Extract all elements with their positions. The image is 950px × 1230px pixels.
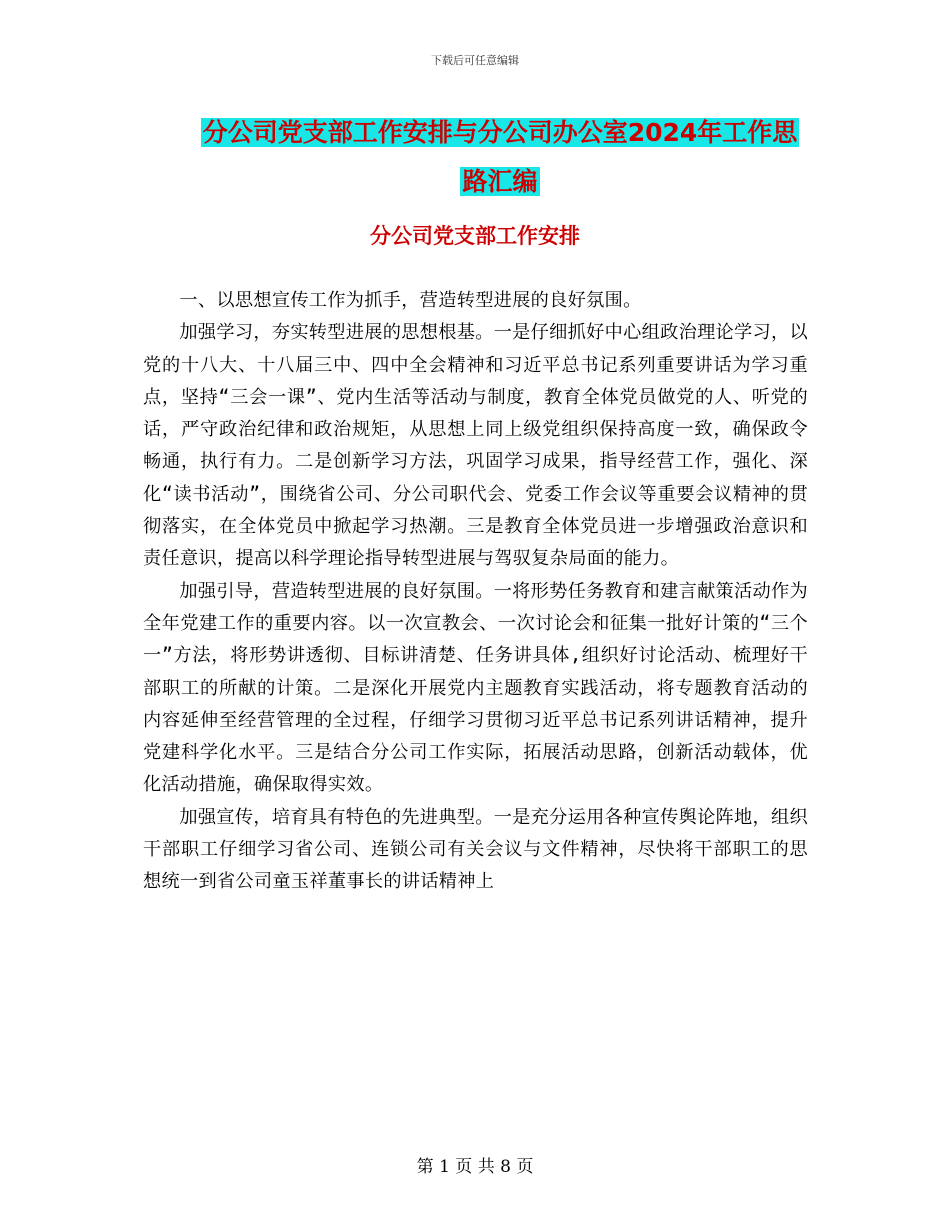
document-body [143, 285, 808, 899]
paragraph: 加强学习，夯实转型进展的思想根基。一是仔细抓好中心组政治理论学习，以党的十八大、十八届三中、四中全会精神和习近平总书记系列重要讲话为学习重点，坚持“三会一课”、党内生活等活动与制度，教育全体党员做党的人、听党的话，严守政治纪律和政治规矩，从思想上同上级党组织保持高度一致，确保政令畅通，执行有力。二是创新学习方法，巩固学习成果，指导经营工作，强化、深化“读书活动”，围绕省公司、分公司职代会、党委工作会议等重要会议精神的贯彻落实，在全体党员中掀起学习热潮。三是教育全体党员进一步增强政治意识和责任意识，提高以科学理论指导转型进展与驾驭复杂局面的能力。 [143, 322, 808, 570]
header-note: 下载后可任意编辑 [431, 54, 519, 67]
paragraph: 加强引导，营造转型进展的良好氛围。一将形势任务教育和建言献策活动作为全年党建工作的重要内容。以一次宣教会、一次讨论会和征集一批好计策的“三个一”方法，将形势讲透彻、目标讲清楚、任务讲具体,组织好讨论活动、梳理好干部职工的所献的计策。二是深化开展党内主题教育实践活动，将专题教育活动的内容延伸至经营管理的全过程，仔细学习贯彻习近平总书记系列讲话精神，提升党建科学化水平。三是结合分公司工作实际，拓展活动思路，创新活动载体，优化活动措施，确保取得实效。 [143, 580, 808, 796]
paragraph: 一、以思想宣传工作为抓手，营造转型进展的良好氛围。 [179, 290, 642, 311]
title-line-2: 路汇编 [462, 167, 538, 196]
title-line-1: 分公司党支部工作安排与分公司办公室2024年工作思 [202, 118, 798, 147]
section-heading: 分公司党支部工作安排 [370, 224, 580, 248]
page-footer: 第 1 页 共 8 页 [416, 1157, 534, 1177]
document-title [150, 108, 850, 206]
paragraph: 加强宣传，培育具有特色的先进典型。一是充分运用各种宣传舆论阵地，组织干部职工仔细学习省公司、连锁公司有关会议与文件精神，尽快将干部职工的思想统一到省公司童玉祥董事长的讲话精神上 [143, 806, 808, 893]
